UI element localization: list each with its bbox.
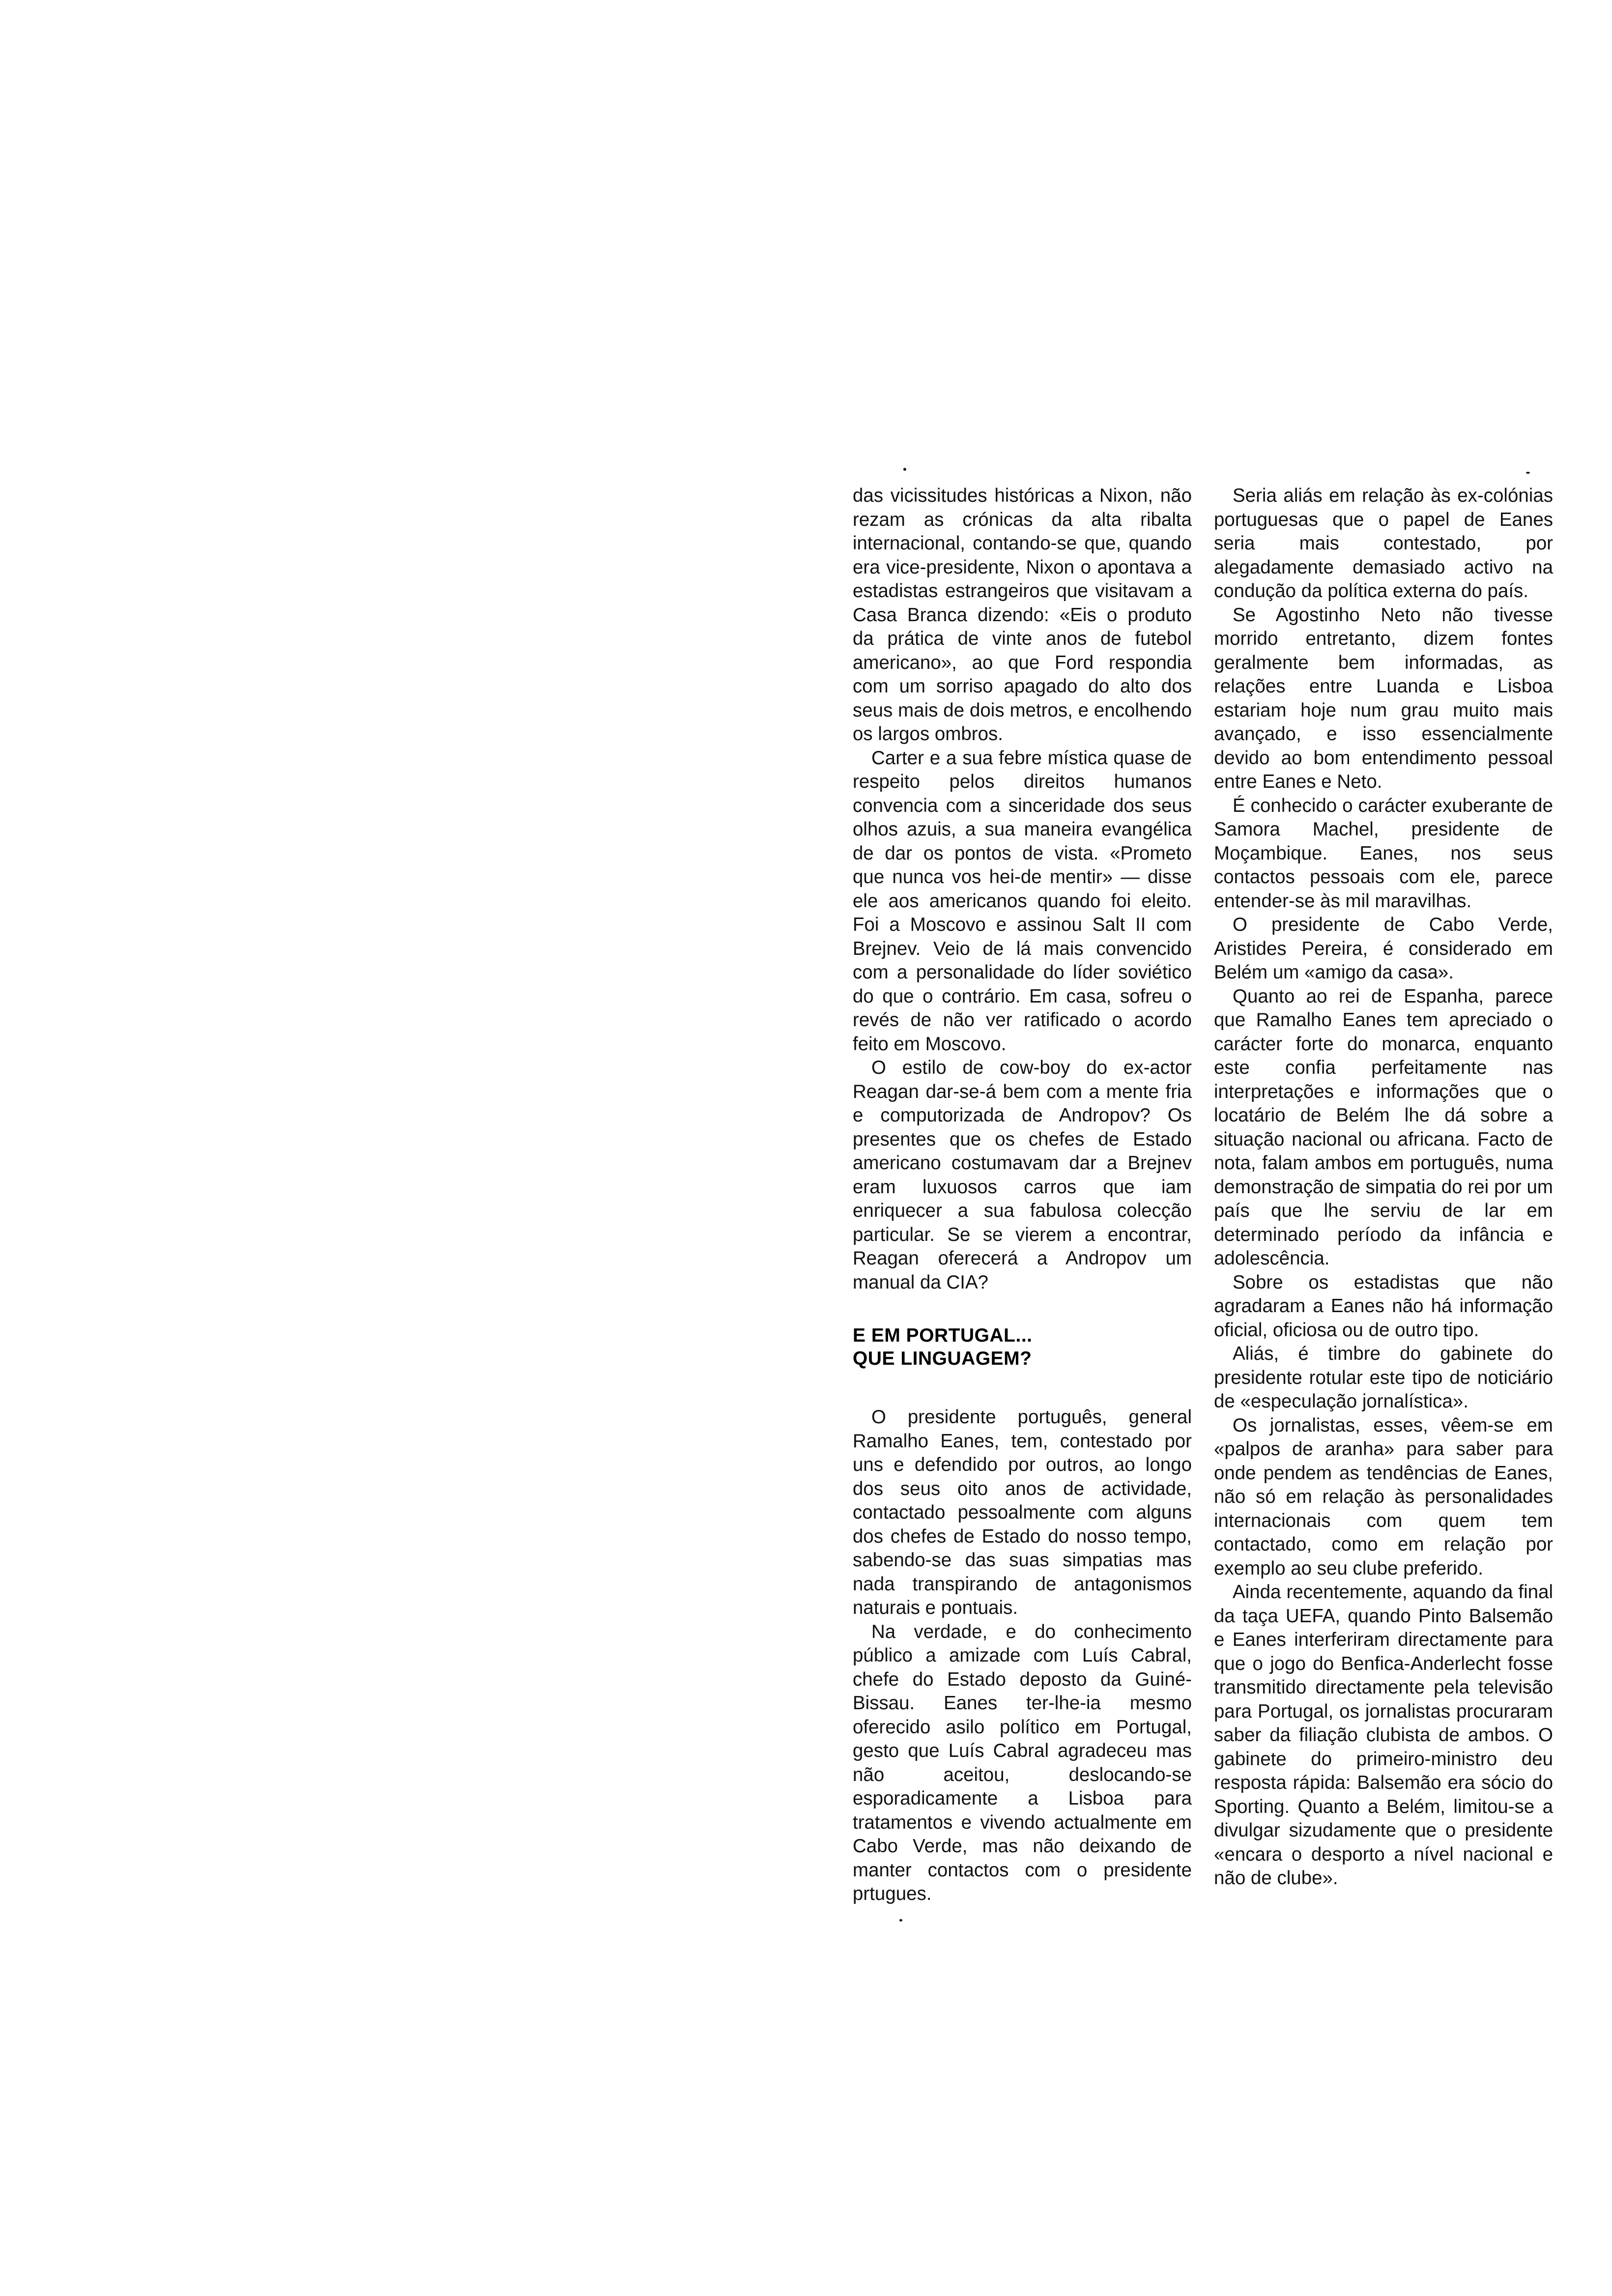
article-paragraph: Os jornalistas, esses, vêem-se em «palpos de aranha» para saber para onde pendem as tendências de Eanes, não só em relação às personalidades internacionais com quem tem contactado, como em relação por exemplo ao seu clube preferido.	[1214, 1414, 1553, 1579]
scan-speck	[1526, 472, 1530, 474]
article-right-column	[1214, 484, 1553, 1891]
article-left-column	[853, 484, 1192, 1906]
article-paragraph: O presidente de Cabo Verde, Aristides Pereira, é considerado em Belém um «amigo da casa».	[1214, 914, 1553, 983]
section-heading-line-2: QUE LINGUAGEM?	[853, 1348, 1032, 1369]
article-paragraph: Quanto ao rei de Espanha, parece que Ramalho Eanes tem apreciado o carácter forte do monarca, enquanto este confia perfeitamente nas interpretações e informações que o locatário de Belém lhe dá sobre a situação nacional ou africana. Facto de nota, falam ambos em português, numa demonstração de simpatia do rei por um país que lhe serviu de lar em determinado período da infância e adolescência.	[1214, 985, 1553, 1269]
section-heading	[853, 1324, 1192, 1370]
article-paragraph: Se Agostinho Neto não tivesse morrido entretanto, dizem fontes geralmente bem informadas, as relações entre Luanda e Lisboa estariam hoje num grau muito mais avançado, e isso essencialmente devido ao bom entendimento pessoal entre Eanes e Neto.	[1214, 604, 1553, 792]
article-paragraph: O presidente português, general Ramalho Eanes, tem, contestado por uns e defendido por outros, ao longo dos seus oito anos de actividade, contactado pessoalmente com alguns dos chefes de Estado do nosso tempo, sabendo-se das suas simpatias mas nada transpirando de antagonismos naturais e pontuais.	[853, 1406, 1192, 1618]
article-paragraph: Ainda recentemente, aquando da final da taça UEFA, quando Pinto Balsemão e Eanes interferiram directamente para que o jogo do Benfica-Anderlecht fosse transmitido directamente pela televisão para Portugal, os jornalistas procuraram saber da filiação clubista de ambos. O gabinete do primeiro-ministro deu resposta rápida: Balsemão era sócio do Sporting. Quanto a Belém, limitou-se a divulgar sizudamente que o presidente «encara o desporto a nível nacional e não de clube».	[1214, 1581, 1553, 1889]
article-paragraph: Aliás, é timbre do gabinete do presidente rotular este tipo de noticiário de «especulação jornalística».	[1214, 1343, 1553, 1412]
scan-speck	[903, 468, 906, 471]
article-paragraph: É conhecido o carácter exuberante de Samora Machel, presidente de Moçambique. Eanes, nos seus contactos pessoais com ele, parece entender-se às mil maravilhas.	[1214, 795, 1553, 912]
section-heading-line-1: E EM PORTUGAL...	[853, 1325, 1033, 1346]
article-paragraph: Sobre os estadistas que não agradaram a Eanes não há informação oficial, oficiosa ou de outro tipo.	[1214, 1271, 1553, 1341]
article-paragraph: Carter e a sua febre mística quase de respeito pelos direitos humanos convencia com a sinceridade dos seus olhos azuis, a sua maneira evangélica de dar os pontos de vista. «Prometo que nunca vos hei-de mentir» — disse ele aos americanos quando foi eleito. Foi a Moscovo e assinou Salt II com Brejnev. Veio de lá mais convencido com a personalidade do líder soviético do que o contrário. Em casa, sofreu o revés de não ver ratificado o acordo feito em Moscovo.	[853, 747, 1192, 1055]
article-paragraph: Seria aliás em relação às ex-colónias portuguesas que o papel de Eanes seria mais contestado, por alegadamente demasiado activo na condução da política externa do país.	[1214, 485, 1553, 602]
article-paragraph: O estilo de cow-boy do ex-actor Reagan dar-se-á bem com a mente fria e computorizada de Andropov? Os presentes que os chefes de Estado americano costumavam dar a Brejnev eram luxuosos carros que iam enriquecer a sua fabulosa colecção particular. Se se vierem a encontrar, Reagan oferecerá a Andropov um manual da CIA?	[853, 1057, 1192, 1293]
scan-speck	[899, 1919, 902, 1922]
article-paragraph: das vicissitudes históricas a Nixon, não rezam as crónicas da alta ribalta internacional, contando-se que, quando era vice-presidente, Nixon o apontava a estadistas estrangeiros que visitavam a Casa Branca dizendo: «Eis o produto da prática de vinte anos de futebol americano», ao que Ford respondia com um sorriso apagado do alto dos seus mais de dois metros, e encolhendo os largos ombros.	[853, 485, 1192, 745]
article-paragraph: Na verdade, e do conhecimento público a amizade com Luís Cabral, chefe do Estado deposto da Guiné-Bissau. Eanes ter-lhe-ia mesmo oferecido asilo político em Portugal, gesto que Luís Cabral agradeceu mas não aceitou, deslocando-se esporadicamente a Lisboa para tratamentos e vivendo actualmente em Cabo Verde, mas não deixando de manter contactos com o presidente prtugues.	[853, 1621, 1192, 1904]
